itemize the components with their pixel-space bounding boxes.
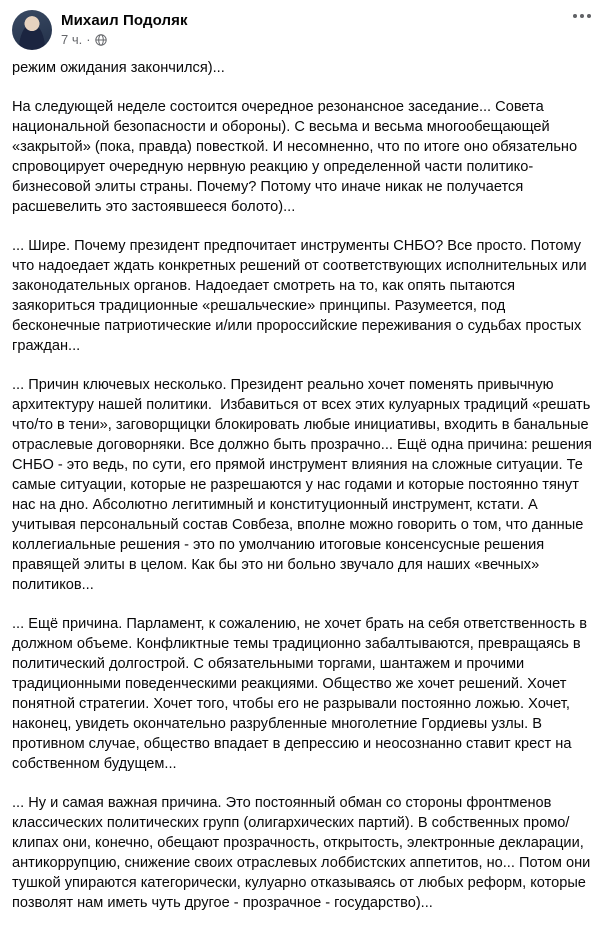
post-header: [0, 0, 605, 56]
dot: [580, 14, 584, 18]
post-body: [0, 56, 605, 927]
post-paragraph: ... Ещё причина. Парламент, к сожалению, не хочет брать на себя ответственность в должном объеме. Конфликтные темы традиционно забалтываются, превращаясь в политический долгострой. С обязательными торгами, шантажем и прочими традиционными поведенческими реакциями. Общество же хочет решений. Хочет понятной стратегии. Хочет того, чтобы его не разрывали постоянно ложью. Хочет, наконец, увидеть окончательно разрубленные многолетние Гордиевы узлы. В противном случае, общество впадает в депрессию и неосознанно ставит крест на собственном будущем...: [12, 616, 592, 772]
post-paragraph: На следующей неделе состоится очередное резонансное заседание... Совета национальной безопасности и обороны). С весьма и весьма многообещающей «закрытой» (пока, правда) повесткой. И несомненно, что по итоге оно обязательно спровоцирует очередную нервную реакцию у определенной части политико-бизнесовой элиты страны. Почему? Потому что иначе никак не получается расшевелить это застоявшееся болото)...: [12, 99, 582, 215]
meta-separator: ·: [86, 32, 91, 47]
paragraph-spacer: [12, 595, 593, 614]
post-paragraph: режим ожидания закончился)...: [12, 60, 225, 76]
avatar[interactable]: [12, 10, 52, 50]
post-timestamp[interactable]: 7 ч.: [61, 32, 83, 47]
post-paragraph: ... Шире. Почему президент предпочитает инструменты СНБО? Все просто. Потому что надоедает ждать конкретных решений от соответствующих исполнительных или законодательных органов. Надоедает смотреть на то, как опять пытаются заякориться традиционные «решальческие» принципы. Разумеется, под бесконечные патриотические и/или пророссийские переживания о судьбах простых граждан...: [12, 238, 591, 354]
dot: [587, 14, 591, 18]
more-options-icon[interactable]: [573, 14, 591, 18]
paragraph-spacer: [12, 78, 593, 97]
post-paragraph: ... Причин ключевых несколько. Президент реально хочет поменять привычную архитектуру нашей политики. Избавиться от всех этих кулуарных традиций «решать что/то в тени», заговорщицки блокировать любые инициативы, входить в банальные отраслевые договорняки. Все должно быть прозрачно... Ещё одна причина: решения СНБО - это ведь, по сути, его прямой инструмент влияния на сложные ситуации. Те самые ситуации, которые не разрешаются у нас годами и которые постоянно тянут нас на дно. Абсолютно легитимный и конституционный инструмент, кстати. А учитывая персональный состав Совбеза, вполне можно говорить о том, что данные коллегиальные решения - это по умолчанию итоговые консенсусные решения правящей элиты в целом. Как бы это ни больно звучало для наших «вечных» политиков...: [12, 377, 596, 593]
paragraph-spacer: [12, 774, 593, 793]
dot: [573, 14, 577, 18]
paragraph-spacer: [12, 217, 593, 236]
post-meta: [61, 32, 188, 48]
paragraph-spacer: [12, 356, 593, 375]
author-name[interactable]: Михаил Подоляк: [61, 12, 188, 29]
post-paragraph: ... Ну и самая важная причина. Это постоянный обман со стороны фронтменов классических политических групп (олигархических партий). В собственных промо/клипах они, конечно, обещают прозрачность, открытость, электронные декларации, антикоррупцию, снижение своих отраслевых лоббистских аппетитов, но... Потом они тушкой упираются категорически, кулуарно отказываясь от любых реформ, которые позволят нам иметь чуть другое - прозрачное - государство)...: [12, 795, 595, 911]
post-author-block: [61, 10, 188, 48]
globe-icon: [95, 34, 107, 46]
